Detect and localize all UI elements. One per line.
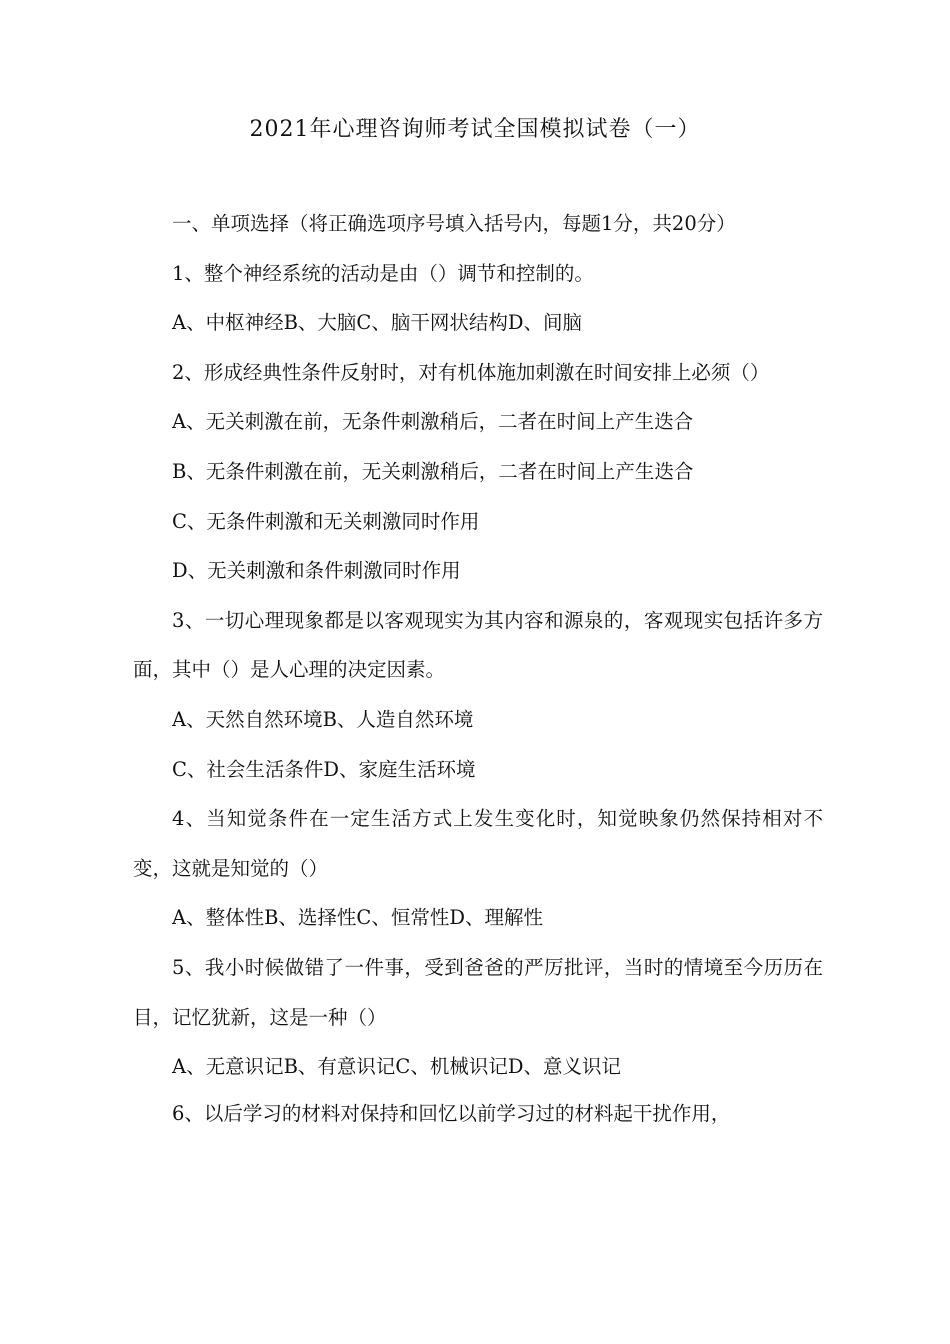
document-body (133, 199, 823, 1128)
question-4-options: A、整体性B、选择性C、恒常性D、理解性 (172, 906, 543, 930)
question-2: 2、形成经典性条件反射时，对有机体施加刺激在时间安排上必须（） (172, 360, 770, 384)
question-1: 1、整个神经系统的活动是由（）调节和控制的。 (172, 261, 594, 285)
question-4: 4、当知觉条件在一定生活方式上发生变化时，知觉映象仍然保持相对不变，这就是知觉的（） (133, 807, 823, 880)
question-2-option-b: B、无条件刺激在前，无关刺激稍后，二者在时间上产生迭合 (172, 459, 694, 483)
question-3-options-ab: A、天然自然环境B、人造自然环境 (172, 707, 474, 731)
question-2-option-d: D、无关刺激和条件刺激同时作用 (172, 559, 461, 583)
question-5: 5、我小时候做错了一件事，受到爸爸的严厉批评，当时的情境至今历历在目，记忆犹新，这是一种（） (133, 955, 823, 1029)
document-title: 2021年心理咨询师考试全国模拟试卷（一） (249, 117, 701, 142)
question-3-options-cd: C、社会生活条件D、家庭生活环境 (172, 757, 476, 781)
section-heading: 一、单项选择（将正确选项序号填入括号内，每题1分，共20分） (172, 212, 736, 235)
question-2-option-a: A、无关刺激在前，无条件刺激稍后，二者在时间上产生迭合 (172, 410, 694, 434)
question-5-options: A、无意识记B、有意识记C、机械识记D、意义识记 (172, 1055, 621, 1079)
question-1-options: A、中枢神经B、大脑C、脑干网状结构D、间脑 (172, 311, 582, 335)
question-2-option-c: C、无条件刺激和无关刺激同时作用 (172, 509, 480, 533)
question-3: 3、一切心理现象都是以客观现实为其内容和源泉的，客观现实包括许多方面，其中（）是人心理的决定因素。 (133, 608, 823, 682)
question-6: 6、以后学习的材料对保持和回忆以前学习过的材料起干扰作用， (172, 1101, 731, 1125)
